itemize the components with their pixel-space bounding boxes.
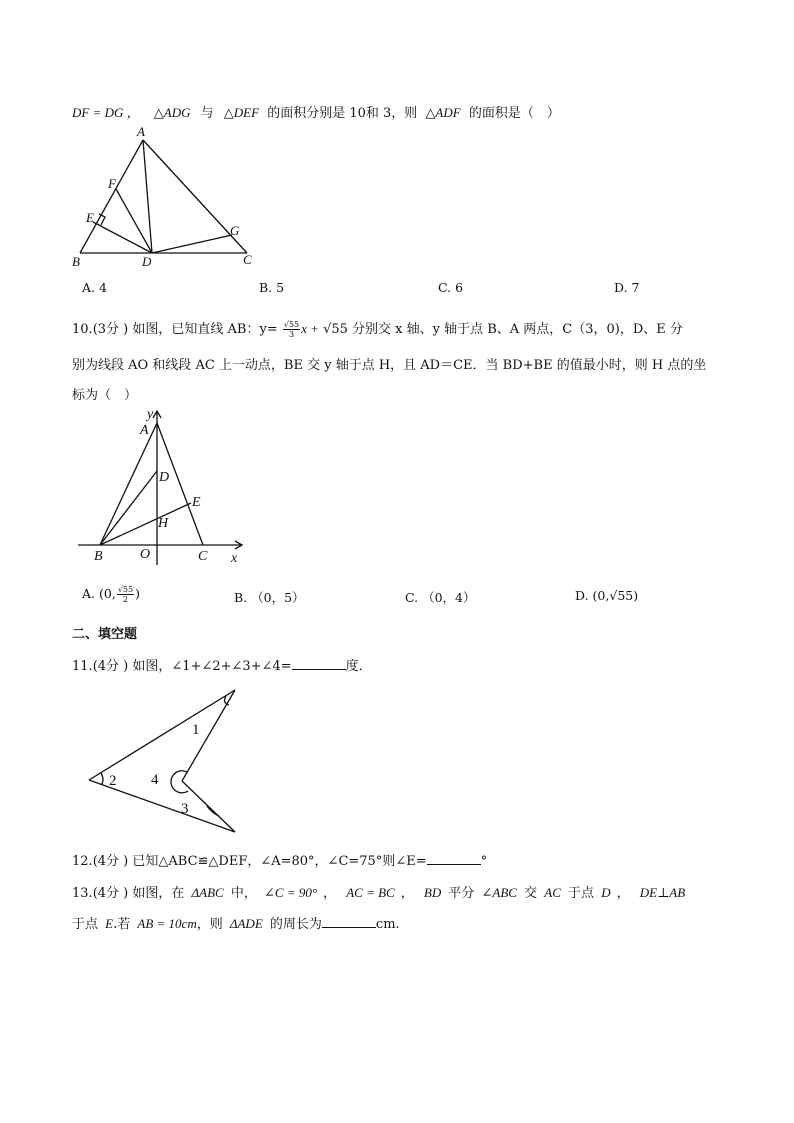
q9-label-d: D <box>142 254 152 269</box>
q10-option-a-fraction <box>117 585 134 604</box>
q13-math-angle-abc: ∠ABC <box>481 885 517 900</box>
q10-stem-line-3: 标为（ ） <box>72 388 138 403</box>
q13-math-triangle-ade: ΔADE <box>229 916 263 931</box>
q11-label-angle-2: 2 <box>109 773 117 789</box>
q9-text: 的面积是（ ） <box>468 106 560 121</box>
q9-math-adg: △ADG <box>153 105 191 120</box>
q9-option-d: D. 7 <box>614 280 640 295</box>
q10-label-x: x <box>231 551 238 566</box>
q10-math-x: x + <box>301 321 319 336</box>
q13-text: ， <box>616 886 630 901</box>
q10-label-b: B <box>94 549 103 564</box>
q10-label-e: E <box>192 495 201 510</box>
q9-label-a: A <box>137 124 145 139</box>
q10-stem-line-1 <box>72 318 683 339</box>
q11-text: 如图，∠1+∠2+∠3+∠4= <box>132 659 292 674</box>
q10-text: 如图，已知直线 AB：y= <box>132 322 278 337</box>
q13-score: (4分 ) <box>92 886 129 901</box>
q12-number: 12. <box>72 854 93 869</box>
q12-stem <box>72 850 487 869</box>
q10-option-a-close: ) <box>135 586 140 601</box>
q13-math-bd: BD <box>423 885 442 900</box>
q13-math-e: E <box>105 916 114 931</box>
q13-text: 如图，在 <box>132 886 185 901</box>
q9-math-adf: △ADF <box>425 105 461 120</box>
q9-label-b: B <box>72 254 80 269</box>
q9-triangle-figure <box>60 122 280 272</box>
q10-option-a <box>82 585 140 604</box>
q11-label-angle-4: 4 <box>151 772 159 788</box>
q13-text: 于点 <box>72 917 99 932</box>
q10-option-a-denominator: 2 <box>122 595 128 604</box>
q12-text: 已知△ABC≌△DEF，∠A=80°，∠C=75°则∠E= <box>132 854 427 869</box>
q13-math-angle-c: ∠C = 90° <box>264 885 318 900</box>
q13-math-d: D <box>601 885 611 900</box>
q9-math-def: △DEF <box>223 105 260 120</box>
q13-math-triangle-abc: ΔABC <box>191 885 224 900</box>
q11-text-end: 度． <box>345 659 372 674</box>
q11-angle-figure <box>82 685 247 840</box>
q13-text: 中， <box>230 886 257 901</box>
q11-label-angle-3: 3 <box>181 801 189 817</box>
q13-stem-line-2 <box>72 913 400 932</box>
q13-unit: cm. <box>375 917 400 932</box>
q10-score: (3分 ) <box>92 322 129 337</box>
q10-label-a: A <box>140 423 149 438</box>
q9-option-a: A. 4 <box>82 280 107 295</box>
q9-label-c: C <box>243 252 252 267</box>
q9-label-f: F <box>108 176 116 191</box>
q9-option-b: B. 5 <box>259 280 285 295</box>
q13-text: ，则 <box>196 917 223 932</box>
q10-label-o: O <box>140 547 151 562</box>
q11-label-angle-1: 1 <box>192 722 200 738</box>
q10-option-b: B. （0，5） <box>234 590 305 605</box>
q13-text: 平分 <box>448 886 475 901</box>
q13-stem-line-1 <box>72 882 685 901</box>
q10-stem-line-2: 别为线段 AO 和线段 AC 上一动点，BE 交 y 轴于点 H，且 AD＝CE．当 BD+BE 的值最小时，则 H 点的坐 <box>72 358 707 373</box>
q9-text: 与 <box>200 106 214 121</box>
q12-answer-blank <box>427 852 481 865</box>
q10-option-a-open: (0, <box>99 586 116 601</box>
q12-score: (4分 ) <box>92 854 129 869</box>
q10-number: 10. <box>72 322 93 337</box>
q10-frac-numerator: √55 <box>283 320 300 329</box>
q13-math-de-perp-ab: DE⊥AB <box>639 885 686 900</box>
q13-text: 交 <box>524 886 538 901</box>
q10-label-c: C <box>198 549 208 564</box>
q9-option-c: C. 6 <box>438 280 464 295</box>
q10-root: √55 <box>323 322 348 337</box>
q10-label-h: H <box>158 516 169 531</box>
q13-text: 于点 <box>568 886 595 901</box>
q10-option-d-letter: D. <box>575 588 589 603</box>
section-heading: 二、填空题 <box>72 627 138 642</box>
q10-frac-denominator: 3 <box>288 330 295 339</box>
q12-degree: ° <box>480 854 488 869</box>
q10-fraction <box>283 320 300 339</box>
q13-text: ， <box>323 886 337 901</box>
q10-option-c: C. （0，4） <box>405 590 476 605</box>
q9-label-g: G <box>230 223 240 238</box>
q9-text: 的面积分别是 10和 3，则 <box>267 106 418 121</box>
q9-math-df-dg: DF = DG ， <box>72 105 140 120</box>
q13-math-ab-10cm: AB = 10cm <box>137 916 197 931</box>
q11-number: 11. <box>72 659 93 674</box>
q13-text: 的周长为 <box>269 917 322 932</box>
q10-coordinate-figure <box>70 403 260 568</box>
q13-text: .若 <box>113 917 131 932</box>
q10-label-d: D <box>159 470 170 485</box>
q9-stem-line <box>72 102 560 121</box>
q13-number: 13. <box>72 886 93 901</box>
q13-math-ac: AC <box>544 885 561 900</box>
q10-option-d-value: (0,√55) <box>592 588 639 603</box>
q9-label-e: E <box>86 210 94 225</box>
q10-option-a-numerator: √55 <box>117 585 134 594</box>
q10-label-y: y <box>147 407 154 422</box>
q13-answer-blank <box>322 915 376 928</box>
q13-text: ， <box>400 886 414 901</box>
q13-math-ac-bc: AC = BC <box>346 885 395 900</box>
q11-answer-blank <box>292 657 346 670</box>
q10-option-d <box>575 588 638 603</box>
q11-score: (4分 ) <box>92 659 129 674</box>
q11-stem <box>72 655 372 674</box>
q10-option-a-letter: A. <box>82 586 96 601</box>
q10-text: 分别交 x 轴、y 轴于点 B、A 两点，C（3，0)，D、E 分 <box>352 322 683 337</box>
